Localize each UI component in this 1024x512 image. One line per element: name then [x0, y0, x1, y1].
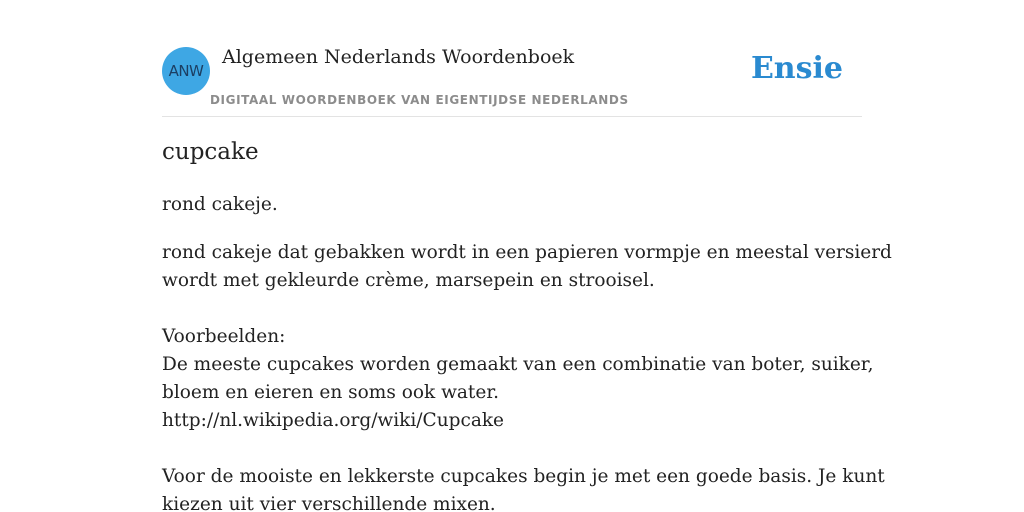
long-definition: [162, 239, 892, 512]
example-line: Voor de mooiste en lekkerste cupcakes begin je met een goede basis. Je kunt: [162, 466, 885, 487]
example-line: De meeste cupcakes worden gemaakt van een combinatie van boter, suiker,: [162, 354, 874, 375]
definition-line: rond cakeje dat gebakken wordt in een papieren vormpje en meestal versierd: [162, 242, 892, 263]
source-header: [162, 0, 862, 117]
anw-logo[interactable]: [162, 47, 210, 95]
examples-heading: Voorbeelden:: [162, 326, 286, 347]
definition-line: wordt met gekleurde crème, marsepein en strooisel.: [162, 270, 655, 291]
example-line: bloem en eieren en soms ook water.: [162, 382, 500, 403]
example-source-link[interactable]: http://nl.wikipedia.org/wiki/Cupcake: [162, 410, 505, 431]
spacer: [162, 295, 862, 323]
ensie-brand-logo[interactable]: Ensie: [750, 51, 843, 86]
entry-term: cupcake: [162, 139, 259, 165]
short-definition: rond cakeje.: [162, 194, 278, 215]
source-subtitle: DIGITAAL WOORDENBOEK VAN EIGENTIJDSE NEDERLANDS: [210, 93, 629, 107]
logo-text: ANW: [168, 62, 204, 80]
source-title[interactable]: Algemeen Nederlands Woordenboek: [222, 46, 575, 68]
spacer: [162, 435, 862, 463]
example-line: kiezen uit vier verschillende mixen.: [162, 494, 496, 512]
